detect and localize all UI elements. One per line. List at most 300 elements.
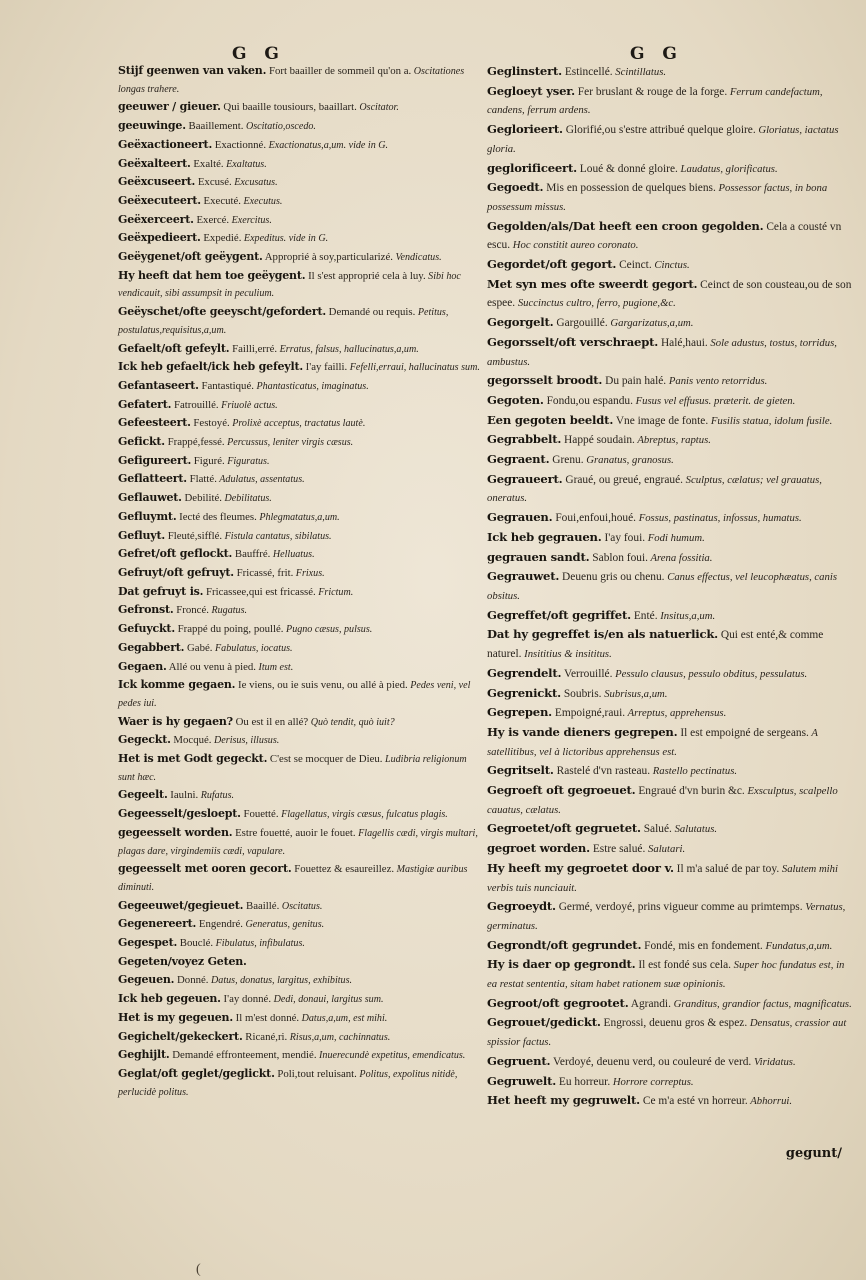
entry-latin: Itum est.	[256, 661, 294, 673]
entry-headword: Gefantaseert.	[118, 378, 199, 392]
entry-headword: Geëxcuseert.	[118, 175, 196, 189]
entry-french: Germé, verdoyé, prins vigueur comme au primtemps.	[555, 901, 803, 914]
entry-french: Iecté des fleumes.	[176, 510, 257, 523]
entry-latin: Rastello pectinatus.	[650, 765, 738, 778]
entry-headword: Met syn mes ofte sweerdt gegort.	[487, 276, 698, 291]
entry-headword: Gegroeft oft gegroeuet.	[487, 783, 636, 798]
entry-headword: gegrauen sandt.	[487, 549, 590, 564]
entry-french: I'ay donné.	[220, 993, 272, 1006]
dictionary-entry	[118, 192, 480, 211]
entry-french: Il m'est donné.	[232, 1011, 300, 1024]
dictionary-entry	[118, 358, 480, 377]
entry-french: Festoyé.	[190, 417, 230, 430]
dictionary-entry	[487, 819, 853, 839]
entry-latin: Fundatus,a,um.	[762, 939, 833, 952]
dictionary-entry	[487, 839, 853, 859]
entry-latin: Prolixè acceptus, tractatus lautè.	[229, 418, 366, 430]
dictionary-entry	[487, 1052, 853, 1072]
entry-french: Estre fouetté, auoir le fouet.	[232, 826, 356, 839]
entry-french: Halé,haui.	[658, 336, 708, 349]
dictionary-entry	[487, 450, 853, 470]
entry-headword: gegroet worden.	[487, 841, 590, 856]
entry-headword: Dat hy gegreffet is/en als natuerlick.	[487, 627, 719, 642]
page-header-right: G G	[630, 44, 683, 64]
entry-headword: Geflatteert.	[118, 472, 187, 486]
entry-french: Fouetté.	[240, 808, 279, 821]
entry-latin: Politus, expolitus nitidè, perlucidè politus.	[118, 1068, 458, 1098]
dictionary-entry	[487, 333, 853, 371]
entry-headword: gegeesselt worden.	[118, 825, 233, 839]
entry-latin: Pessulo clausus, pessulo obditus, pessulatus.	[612, 667, 808, 680]
dictionary-entry	[118, 601, 480, 620]
entry-french: Gargouillé.	[553, 317, 608, 330]
entry-headword: gegorsselt broodt.	[487, 373, 603, 388]
entry-latin: Fusus vel effusus. præterit. de gieten.	[632, 394, 796, 407]
entry-french: Agrandi.	[628, 997, 671, 1010]
catchword: gegunt/	[785, 1146, 842, 1161]
entry-french: Executé.	[200, 194, 241, 207]
entry-latin: Fefelli,erraui, hallucinatus sum.	[347, 362, 480, 374]
entry-french: Engendré.	[196, 918, 243, 931]
entry-latin: Sculptus, cælatus; vel grauatus, oneratus.	[487, 473, 822, 505]
entry-latin: Pugno cæsus, pulsus.	[283, 624, 373, 636]
entry-latin: Arreptus, apprehensus.	[625, 707, 727, 720]
entry-headword: Hy is daer op gegrondt.	[487, 957, 636, 972]
entry-headword: Gegespet.	[118, 936, 178, 950]
entry-french: Ie viens, ou ie suis venu, ou allé à pied.	[235, 679, 408, 692]
entry-headword: Gegritselt.	[487, 763, 554, 778]
entry-headword: Gegloeyt yser.	[487, 83, 575, 98]
entry-headword: Gefuyckt.	[118, 622, 175, 636]
dictionary-entry	[118, 583, 480, 602]
entry-french: Du pain halé.	[602, 375, 667, 388]
entry-headword: Geëxecuteert.	[118, 193, 201, 207]
entry-headword: Gefronst.	[118, 603, 174, 617]
entry-french: Verrouillé.	[561, 667, 613, 680]
entry-headword: Gegroetet/oft gegruetet.	[487, 821, 641, 836]
entry-french: Bauffré.	[232, 548, 271, 561]
entry-french: Soubris.	[561, 687, 602, 700]
dictionary-entry	[118, 860, 480, 896]
entry-latin: Datus, donatus, largitus, exhibitus.	[208, 975, 353, 987]
entry-headword: Het is my gegeuen.	[118, 1010, 233, 1024]
dictionary-entry	[118, 136, 480, 155]
dictionary-entry	[118, 117, 480, 136]
dictionary-entry	[487, 275, 853, 313]
dictionary-entry	[487, 1013, 853, 1051]
entry-headword: Gefluymt.	[118, 509, 177, 523]
entry-latin: Mastigiæ auribus diminuti.	[118, 864, 468, 893]
entry-latin: Canus effectus, vel leucophæatus, canis obsitus.	[487, 571, 837, 602]
dictionary-entry	[487, 1072, 853, 1092]
entry-latin: Fibulatus, infibulatus.	[213, 938, 305, 950]
entry-headword: Gegrabbelt.	[487, 432, 562, 447]
entry-french: Allé ou venu à pied.	[166, 660, 256, 673]
dictionary-entry	[118, 639, 480, 658]
entry-headword: Ick heb gegrauen.	[487, 529, 602, 544]
entry-latin: Cinctus.	[651, 259, 690, 272]
entry-headword: Gefatert.	[118, 397, 172, 411]
dictionary-entry	[487, 548, 853, 568]
entry-latin: Abhorrui.	[747, 1095, 793, 1108]
entry-french: Debilité.	[181, 492, 222, 505]
entry-headword: Gefeesteert.	[118, 416, 191, 430]
entry-french: Graué, ou greué, engraué.	[562, 473, 683, 486]
entry-latin: Pedes veni, vel pedes iui.	[118, 680, 471, 709]
entry-latin: Frictum.	[315, 586, 354, 598]
right-column	[487, 62, 853, 1111]
entry-french: I'ay foui.	[601, 531, 646, 544]
entry-french: Bouclé.	[177, 937, 214, 950]
entry-french: Fricassé, frit.	[233, 566, 294, 579]
entry-latin: Ludibria religionum sunt hæc.	[118, 754, 467, 783]
dictionary-entry	[118, 676, 480, 712]
entry-latin: Risus,a,um, cachinnatus.	[287, 1031, 391, 1043]
entry-headword: Gegorsselt/oft verschraept.	[487, 334, 659, 349]
entry-headword: Gegichelt/gekeckert.	[118, 1029, 243, 1043]
entry-latin: Granatus, granosus.	[583, 454, 674, 467]
entry-latin: Abreptus, raptus.	[634, 434, 711, 447]
entry-latin: Sibi hoc vendicauit, sibi assumpsit in peculium.	[118, 270, 461, 300]
entry-headword: Ick komme gegaen.	[118, 678, 236, 692]
entry-headword: Ick heb gegeuen.	[118, 992, 221, 1006]
bottom-mark: (	[196, 1262, 201, 1277]
entry-headword: Gegraueert.	[487, 471, 563, 486]
entry-latin: Erratus, falsus, hallucinatus,a,um.	[277, 343, 419, 355]
entry-french: Deuenu gris ou chenu.	[559, 571, 665, 584]
dictionary-entry	[118, 340, 480, 359]
entry-latin: Hoc constitit aureo coronato.	[510, 239, 639, 252]
entry-french: Ce m'a esté vn horreur.	[640, 1095, 748, 1108]
entry-french: Cela a cousté vn escu.	[487, 220, 842, 252]
dictionary-entry	[118, 824, 480, 860]
dictionary-entry	[118, 971, 480, 990]
entry-latin: Subrisus,a,um.	[601, 687, 668, 700]
entry-latin: Percussus, leniter virgis cæsus.	[224, 437, 354, 449]
entry-french: Mis en possession de quelques biens.	[543, 182, 716, 195]
entry-headword: Gefaelt/oft gefeylt.	[118, 341, 230, 355]
entry-french: Foui,enfoui,houé.	[552, 512, 637, 525]
entry-french: Exercé.	[193, 213, 230, 226]
entry-latin: Flagellis cædi, virgis multari, plagas dare, virgindemiis cædi, vapulare.	[118, 827, 478, 857]
entry-french: Il est empoigné de sergeans.	[677, 726, 809, 739]
dictionary-entry	[487, 684, 853, 704]
entry-latin: Rufatus.	[198, 790, 235, 802]
entry-latin: Exsculptus, scalpello cauatus, cælatus.	[487, 785, 838, 816]
entry-headword: Dat gefruyt is.	[118, 584, 204, 598]
entry-latin: Salutari.	[645, 843, 686, 856]
entry-french: Estincellé.	[561, 66, 613, 78]
entry-latin: Petitus, postulatus,requisitus,a,um.	[118, 307, 449, 336]
entry-headword: Gegordet/oft gegort.	[487, 257, 617, 272]
dictionary-entry	[487, 255, 853, 275]
entry-headword: Hy heeft dat hem toe geëygent.	[118, 268, 306, 282]
entry-latin: Oscitationes longas trahere.	[118, 66, 465, 95]
entry-latin: Fossus, pastinatus, infossus, humatus.	[636, 512, 802, 525]
entry-headword: Gefruyt/oft gefruyt.	[118, 565, 234, 579]
entry-french: Mocqué.	[170, 734, 212, 747]
dictionary-entry	[118, 248, 480, 267]
entry-latin: Super hoc fundatus est, in ea restat sententia, sitam habet rationem suæ opinionis.	[487, 959, 845, 991]
entry-french: Estre salué.	[589, 843, 646, 856]
entry-latin: Scintillatus.	[612, 66, 667, 78]
dictionary-entry	[118, 1009, 480, 1028]
entry-french: Il est fondé sus cela.	[635, 959, 731, 972]
entry-headword: Gefluyt.	[118, 528, 166, 542]
entry-latin: Densatus, crassior aut spissior factus.	[487, 1017, 847, 1049]
entry-latin: Oscitatus.	[279, 900, 323, 912]
entry-headword: Gegenereert.	[118, 917, 197, 931]
dictionary-entry	[118, 731, 480, 750]
entry-latin: Arena fossitia.	[648, 551, 713, 564]
entry-french: Fleuté,sifflé.	[165, 529, 223, 542]
entry-headword: Het is met Godt gegeckt.	[118, 752, 268, 766]
entry-french: Ceinct.	[616, 259, 652, 272]
entry-latin: Exaltatus.	[223, 158, 267, 170]
entry-latin: Horrore correptus.	[610, 1075, 694, 1088]
entry-french: Vne image de fonte.	[613, 414, 709, 427]
entry-headword: Geflauwet.	[118, 491, 182, 505]
entry-headword: Gegeeuwet/gegieuet.	[118, 898, 244, 912]
entry-latin: Debilitatus.	[222, 493, 272, 505]
entry-headword: Gegolden/als/Dat heeft een croon gegolden.	[487, 218, 764, 233]
entry-headword: Gegrendelt.	[487, 665, 562, 680]
dictionary-entry	[118, 545, 480, 564]
dictionary-entry	[487, 936, 853, 956]
entry-latin: Oscitator.	[356, 102, 399, 114]
entry-latin: Sole adustus, tostus, torridus, ambustus.	[487, 336, 837, 368]
dictionary-entry	[118, 229, 480, 248]
entry-headword: Gegraent.	[487, 452, 550, 467]
entry-french: Ou est il en allé?	[232, 715, 309, 728]
entry-headword: Geëygenet/oft geëygent.	[118, 250, 263, 264]
entry-french: Gabé.	[184, 641, 213, 654]
entry-latin: Executus.	[241, 195, 283, 207]
dictionary-entry	[118, 267, 480, 303]
entry-french: Fort baailler de sommeil qu'on a.	[266, 65, 412, 77]
dictionary-entry	[118, 470, 480, 489]
left-column	[118, 62, 480, 1101]
dictionary-entry	[118, 1028, 480, 1047]
entry-headword: Gegeesselt/gesloept.	[118, 807, 241, 821]
dictionary-entry	[487, 120, 853, 158]
entry-latin: Succinctus cultro, ferro, pugione,&c.	[515, 297, 676, 310]
dictionary-entry	[487, 955, 853, 993]
entry-french: Failli,erré.	[229, 342, 278, 355]
dictionary-entry	[487, 159, 853, 179]
entry-headword: Geghijlt.	[118, 1048, 170, 1062]
entry-latin: Inuerecundè expetitus, emendicatus.	[316, 1050, 466, 1062]
entry-french: Exalté.	[190, 157, 224, 170]
dictionary-entry	[118, 62, 480, 98]
entry-headword: Ick heb gefaelt/ick heb gefeylt.	[118, 360, 303, 374]
dictionary-entry	[118, 173, 480, 192]
dictionary-entry	[118, 396, 480, 415]
entry-french: Frappé,fessé.	[164, 436, 225, 449]
entry-french: Rastelé d'vn rasteau.	[553, 765, 651, 778]
dictionary-entry	[487, 897, 853, 935]
entry-french: I'ay failli.	[302, 361, 348, 374]
dictionary-entry	[487, 313, 853, 333]
entry-latin: Exactionatus,a,um. vide in G.	[266, 139, 389, 151]
dictionary-entry	[118, 805, 480, 824]
dictionary-entry	[487, 528, 853, 548]
dictionary-entry	[487, 470, 853, 508]
dictionary-entry	[487, 217, 853, 255]
dictionary-entry	[118, 155, 480, 174]
entry-headword: Gegeten/voyez Geten.	[118, 954, 247, 968]
entry-latin: Gargarizatus,a,um.	[607, 317, 694, 330]
dictionary-entry	[487, 391, 853, 411]
entry-headword: Geëxpedieert.	[118, 231, 201, 245]
entry-french: Eu horreur.	[556, 1075, 611, 1088]
entry-latin: Flagellatus, virgis cæsus, fulcatus plagis.	[278, 809, 448, 821]
entry-latin: Oscitatio,oscedo.	[243, 121, 316, 133]
entry-latin: Phantasticatus, imaginatus.	[253, 380, 369, 392]
entry-headword: Gegrauwet.	[487, 569, 560, 584]
entry-headword: geglorificeert.	[487, 160, 577, 175]
dictionary-entry	[487, 567, 853, 605]
entry-french: Expedié.	[200, 232, 242, 245]
entry-headword: gegeesselt met ooren gecort.	[118, 862, 292, 876]
dictionary-entry	[118, 750, 480, 786]
dictionary-entry	[118, 489, 480, 508]
entry-french: Fondu,ou espandu.	[543, 394, 633, 407]
entry-headword: Gegeelt.	[118, 788, 168, 802]
dictionary-entry	[118, 564, 480, 583]
entry-french: Engraué d'vn burin &c.	[635, 785, 745, 798]
entry-headword: Geglorieert.	[487, 122, 563, 137]
entry-latin: Laudatus, glorificatus.	[677, 162, 778, 175]
dictionary-entry	[118, 452, 480, 471]
entry-headword: Geëxerceert.	[118, 212, 194, 226]
entry-headword: Gegroot/oft gegrootet.	[487, 995, 629, 1010]
entry-headword: Gegeckt.	[118, 733, 171, 747]
dictionary-entry	[118, 713, 480, 732]
dictionary-entry	[118, 990, 480, 1009]
entry-headword: Hy heeft my gegroetet door v.	[487, 860, 674, 875]
dictionary-entry	[118, 98, 480, 117]
entry-french: Fantastiqué.	[198, 379, 254, 392]
dictionary-entry	[487, 430, 853, 450]
entry-french: Fondé, mis en fondement.	[641, 939, 763, 952]
entry-headword: Gegoten.	[487, 392, 544, 407]
entry-latin: Adulatus, assentatus.	[216, 474, 305, 486]
entry-headword: geeuwer / gieuer.	[118, 100, 221, 114]
entry-french: Loué & donné gloire.	[576, 162, 678, 175]
entry-french: Baaillé.	[243, 899, 280, 912]
entry-latin: Figuratus.	[224, 455, 270, 467]
entry-french: Il s'est approprié cela à luy.	[305, 269, 426, 282]
entry-french: Enté.	[630, 609, 658, 622]
entry-latin: Salutem mihi verbis tuis nunciauit.	[487, 862, 838, 894]
entry-french: Poli,tout reluisant.	[274, 1067, 357, 1080]
dictionary-entry	[118, 377, 480, 396]
entry-latin: Fodi humum.	[645, 531, 705, 544]
entry-latin: Datus,a,um, est mihi.	[299, 1012, 388, 1024]
entry-french: Approprié à soy,particularizé.	[262, 251, 393, 264]
dictionary-entry	[118, 1065, 480, 1101]
dictionary-entry	[487, 178, 853, 216]
entry-french: Donné.	[174, 974, 209, 987]
entry-latin: Ferrum candefactum, candens, ferrum ardens.	[487, 85, 823, 117]
entry-headword: Gegreffet/oft gegriffet.	[487, 607, 631, 622]
dictionary-entry	[118, 620, 480, 639]
entry-french: Froncé.	[173, 604, 209, 617]
entry-french: Ceinct de son cousteau,ou de son espee.	[487, 278, 852, 310]
entry-latin: Friuolè actus.	[218, 399, 278, 411]
entry-headword: Geëxactioneert.	[118, 137, 213, 151]
dictionary-entry	[487, 371, 853, 391]
entry-headword: Gefret/oft geflockt.	[118, 547, 233, 561]
entry-french: Grenu.	[549, 454, 584, 467]
entry-french: Flatté.	[186, 473, 217, 486]
entry-french: Verdoyé, deuenu verd, ou couleuré de verd.	[550, 1055, 752, 1068]
entry-latin: Possessor factus, in bona possessum missus.	[487, 182, 828, 213]
entry-french: Qui est enté,& comme naturel.	[487, 629, 824, 661]
dictionary-entry	[487, 606, 853, 626]
dictionary-entry	[118, 915, 480, 934]
entry-french: Glorifié,ou s'estre attribué quelque gloire.	[562, 124, 756, 137]
entry-french: Il m'a salué de par toy.	[673, 862, 780, 875]
entry-french: Iaulni.	[167, 789, 199, 802]
dictionary-entry	[118, 433, 480, 452]
entry-headword: Het heeft my gegruwelt.	[487, 1093, 641, 1108]
entry-latin: Insititius & insititus.	[521, 648, 612, 661]
page-header-left: G G	[232, 44, 285, 64]
dictionary-entry	[118, 658, 480, 677]
entry-french: Sablon foui.	[589, 551, 648, 564]
entry-french: Ricané,ri.	[242, 1030, 288, 1043]
entry-latin: Salutatus.	[671, 823, 718, 836]
entry-latin: Dedi, donaui, largitus sum.	[271, 994, 384, 1006]
entry-latin: Panis vento retorridus.	[666, 375, 768, 388]
entry-headword: Gefigureert.	[118, 453, 192, 467]
entry-french: Excusé.	[195, 176, 232, 189]
dictionary-entry	[118, 786, 480, 805]
dictionary-entry	[118, 303, 480, 339]
entry-french: Salué.	[640, 823, 672, 836]
entry-latin: Frixus.	[293, 567, 325, 579]
entry-latin: Excusatus.	[231, 177, 278, 189]
dictionary-entry	[487, 761, 853, 781]
entry-headword: Gegrondt/oft gegrundet.	[487, 937, 642, 952]
entry-french: Empoigné,raui.	[552, 707, 626, 720]
entry-latin: A satellitibus, vel à lictoribus apprehensus est.	[487, 726, 818, 758]
entry-latin: Exercitus.	[229, 214, 272, 226]
dictionary-entry	[487, 664, 853, 684]
entry-latin: Generatus, genitus.	[242, 919, 325, 931]
entry-headword: Gegaen.	[118, 659, 167, 673]
entry-headword: Geglinstert.	[487, 64, 562, 78]
entry-headword: Gegruent.	[487, 1053, 551, 1068]
entry-french: Fricassee,qui est fricassé.	[203, 585, 316, 598]
dictionary-entry	[487, 994, 853, 1014]
entry-headword: Gegabbert.	[118, 640, 185, 654]
dictionary-entry	[118, 527, 480, 546]
entry-headword: Gegruwelt.	[487, 1073, 557, 1088]
entry-headword: Gegoedt.	[487, 180, 544, 195]
entry-latin: Helluatus.	[270, 549, 315, 561]
dictionary-entry	[118, 897, 480, 916]
dictionary-entry	[487, 781, 853, 819]
entry-headword: Gegorgelt.	[487, 315, 554, 330]
entry-french: Happé soudain.	[561, 434, 635, 447]
dictionary-entry	[118, 1046, 480, 1065]
entry-french: Fer bruslant & rouge de la forge.	[574, 85, 728, 98]
entry-french: Demandé effronteement, mendié.	[169, 1049, 317, 1062]
dictionary-entry	[118, 934, 480, 953]
